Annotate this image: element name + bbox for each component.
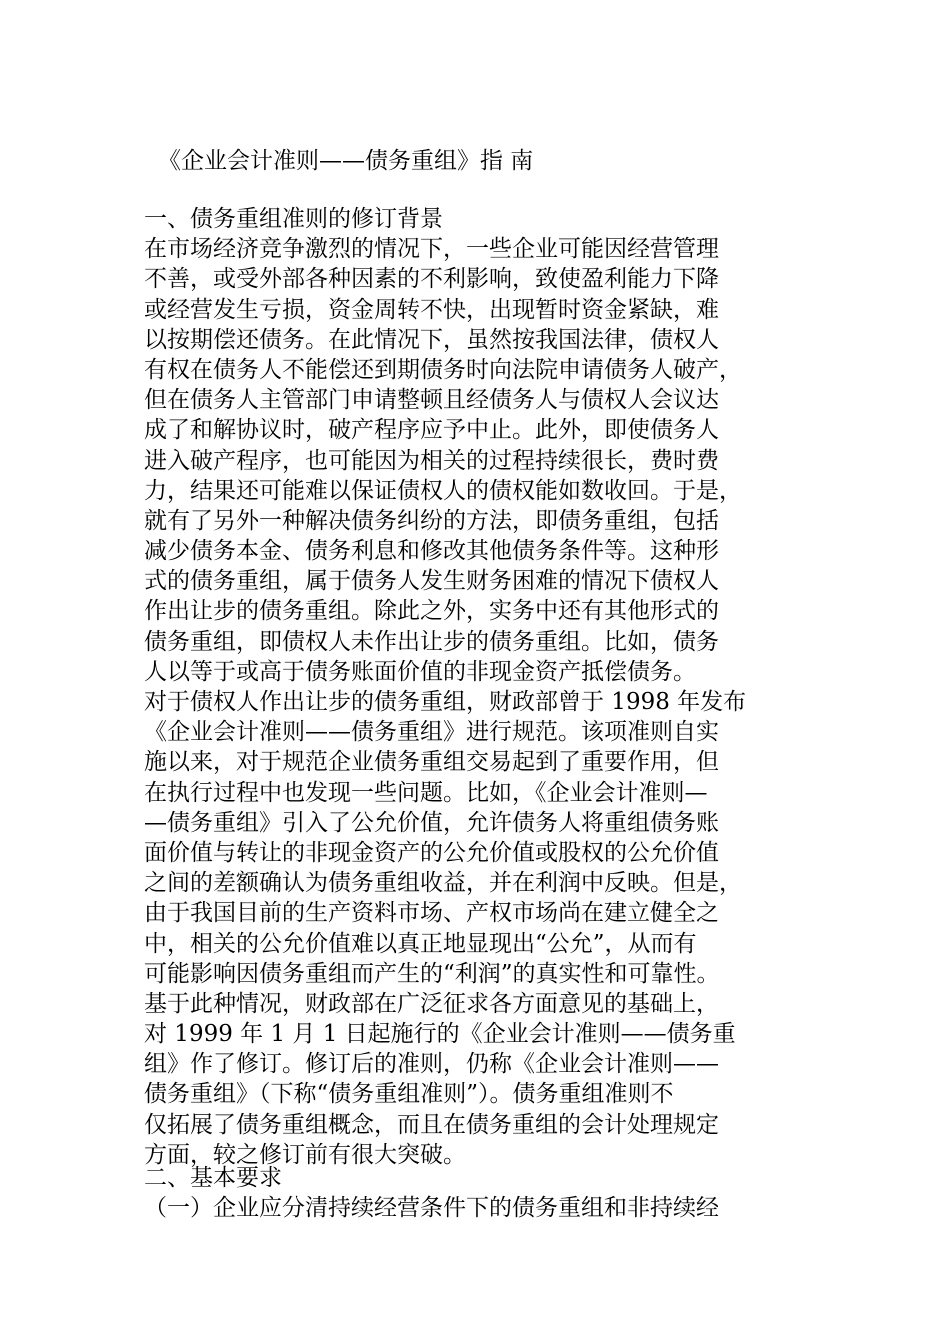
paragraph-line: （一）企业应分清持续经营条件下的债务重组和非持续经 [144, 1195, 719, 1222]
paragraph-line: 方面，较之修订前有很大突破。 [144, 1141, 466, 1168]
paragraph-line: 力，结果还可能难以保证债权人的债权能如数收回。于是， [144, 477, 742, 504]
paragraph-line: 之间的差额确认为债务重组收益，并在利润中反映。但是， [144, 870, 742, 897]
section-heading: 一、债务重组准则的修订背景 [144, 206, 443, 232]
paragraph-line: 进入破产程序，也可能因为相关的过程持续很长，费时费 [144, 447, 719, 474]
paragraph-line: 不善，或受外部各种因素的不利影响，致使盈利能力下降 [144, 266, 719, 293]
paragraph-line: 可能影响因债务重组而产生的“利润”的真实性和可靠性。 [144, 960, 720, 987]
paragraph-line: 或经营发生亏损，资金周转不快，出现暂时资金紧缺，难 [144, 296, 719, 323]
paragraph-line: 但在债务人主管部门申请整顿且经债务人与债权人会议达 [144, 387, 719, 414]
paragraph-line: 对于债权人作出让步的债务重组，财政部曾于 1998 年发布 [144, 689, 747, 715]
paragraph-line: 仅拓展了债务重组概念，而且在债务重组的会计处理规定 [144, 1111, 719, 1138]
paragraph-line: 施以来，对于规范企业债务重组交易起到了重要作用，但 [144, 749, 719, 776]
paragraph-line: 《企业会计准则——债务重组》进行规范。该项准则自实 [144, 719, 719, 746]
paragraph-line: 基于此种情况，财政部在广泛征求各方面意见的基础上， [144, 990, 719, 1017]
paragraph-line: 中，相关的公允价值难以真正地显现出“公允”，从而有 [144, 930, 697, 957]
paragraph-line: 式的债务重组，属于债务人发生财务困难的情况下债权人 [144, 568, 719, 595]
paragraph-line: 以按期偿还债务。在此情况下，虽然按我国法律，债权人 [144, 326, 719, 353]
section-background [144, 204, 794, 1170]
paragraph-line: 有权在债务人不能偿还到期债务时向法院申请债务人破产， [144, 356, 742, 383]
paragraph-line: 在市场经济竞争激烈的情况下，一些企业可能因经营管理 [144, 236, 719, 263]
paragraph-line: 减少债务本金、债务利息和修改其他债务条件等。这种形 [144, 538, 719, 565]
section-heading: 二、基本要求 [144, 1165, 282, 1191]
paragraph-line: 人以等于或高于债务账面价值的非现金资产抵偿债务。 [144, 658, 696, 685]
paragraph-line: —债务重组》引入了公允价值，允许债务人将重组债务账 [144, 809, 719, 836]
paragraph-line: 债务重组，即债权人未作出让步的债务重组。比如，债务 [144, 628, 719, 655]
paragraph-line: 就有了另外一种解决债务纠纷的方法，即债务重组，包括 [144, 507, 719, 534]
paragraph-line: 组》作了修订。修订后的准则，仍称《企业会计准则—— [144, 1051, 719, 1078]
paragraph-line: 成了和解协议时，破产程序应予中止。此外，即使债务人 [144, 417, 719, 444]
paragraph-line: 在执行过程中也发现一些问题。比如，《企业会计准则— [144, 779, 708, 806]
paragraph-line: 由于我国目前的生产资料市场、产权市场尚在建立健全之 [144, 900, 719, 927]
document-title: 《企业会计准则——债务重组》指 南 [158, 148, 534, 174]
section-basic-requirements [144, 1163, 794, 1223]
paragraph-line: 债务重组》（下称“债务重组准则”）。债务重组准则不 [144, 1081, 674, 1108]
paragraph-line: 作出让步的债务重组。除此之外，实务中还有其他形式的 [144, 598, 719, 625]
paragraph-line: 面价值与转让的非现金资产的公允价值或股权的公允价值 [144, 839, 719, 866]
paragraph-line: 对 1999 年 1 月 1 日起施行的《企业会计准则——债务重 [144, 1021, 736, 1048]
